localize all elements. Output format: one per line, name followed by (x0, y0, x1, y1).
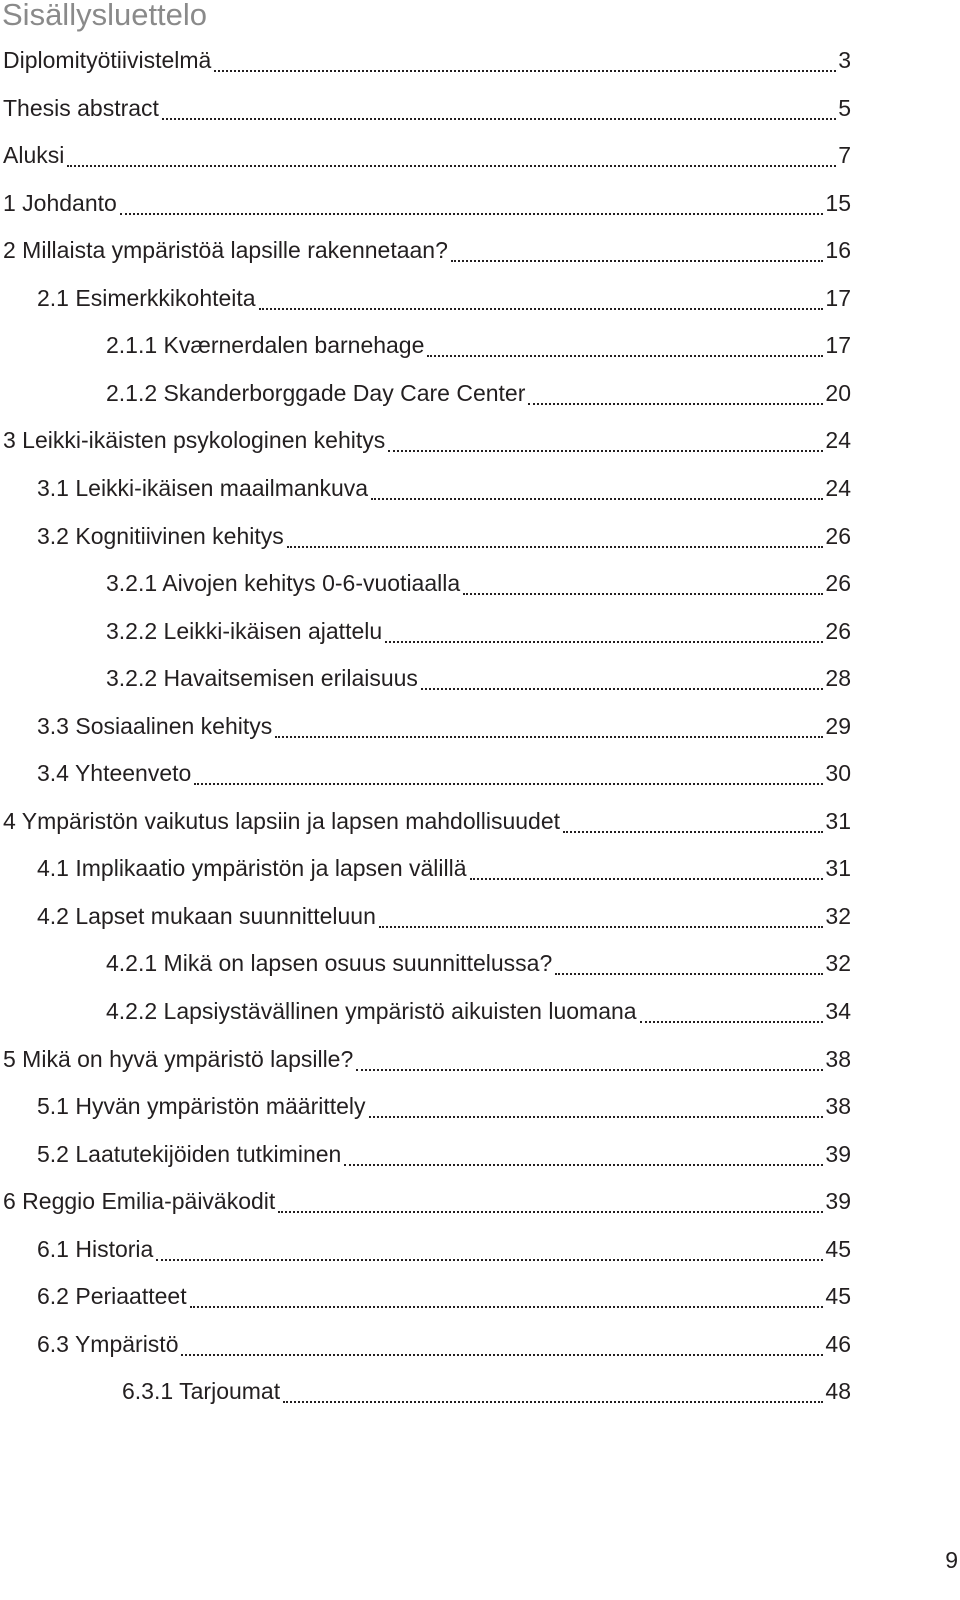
dot-leader (344, 1164, 823, 1166)
dot-leader (451, 260, 824, 262)
toc-entry-page: 28 (825, 665, 851, 692)
dot-leader (379, 926, 824, 928)
toc-entry-page: 15 (825, 189, 851, 216)
toc-entry-label: 2.1 Esimerkkikohteita (37, 284, 256, 311)
toc-entry[interactable] (0, 183, 851, 223)
dot-leader (563, 831, 823, 833)
dot-leader (371, 498, 823, 500)
dot-leader (287, 546, 824, 548)
toc-entry-page: 26 (825, 570, 851, 597)
toc-entry-label: 5.1 Hyvän ympäristön määrittely (37, 1093, 366, 1120)
toc-entry-page: 32 (825, 902, 851, 929)
toc-entry-label: 4.2.2 Lapsiystävällinen ympäristö aikuisten luomana (106, 998, 637, 1024)
dot-leader (120, 213, 824, 215)
toc-entry[interactable] (0, 563, 851, 603)
toc-entry[interactable] (0, 1039, 851, 1079)
dot-leader (356, 1069, 823, 1071)
toc-entry[interactable] (0, 706, 851, 746)
toc-entry-label: 3.1 Leikki-ikäisen maailmankuva (37, 474, 369, 501)
toc-entry-page: 34 (825, 998, 851, 1024)
dot-leader (162, 118, 836, 120)
toc-entry-page: 3 (838, 47, 851, 73)
toc-entry-label: 3.3 Sosiaalinen kehitys (37, 712, 273, 739)
toc-entry-page: 39 (825, 1188, 851, 1215)
toc-entry-page: 48 (825, 1378, 851, 1405)
toc-entry-label: 5.2 Laatutekijöiden tutkiminen (37, 1140, 342, 1167)
toc-entry-label: 6.2 Periaatteet (37, 1283, 187, 1310)
dot-leader (555, 973, 823, 975)
toc-entry-page: 26 (825, 522, 851, 549)
dot-leader (470, 878, 824, 880)
toc-entry-page: 38 (825, 1045, 851, 1072)
toc-entry-label: Aluksi (3, 142, 65, 169)
toc-entry-label: 4.1 Implikaatio ympäristön ja lapsen välillä (37, 855, 467, 882)
toc-entry[interactable] (0, 325, 851, 365)
toc-entry-label: 6.3 Ympäristö (37, 1330, 179, 1357)
toc-entry-page: 17 (825, 284, 851, 311)
dot-leader (463, 593, 823, 595)
toc-entry-page: 31 (825, 855, 851, 882)
toc-entry-page: 16 (825, 237, 851, 264)
toc-entry[interactable] (0, 516, 851, 556)
toc-entry[interactable] (0, 1324, 851, 1364)
toc-entry[interactable] (0, 468, 851, 508)
toc-entry-page: 7 (838, 142, 851, 169)
toc-entry[interactable] (0, 1181, 851, 1221)
toc-entry-label: 4.2.1 Mikä on lapsen osuus suunnittelussa? (106, 950, 553, 977)
dot-leader (369, 1116, 824, 1118)
toc-entry-page: 39 (825, 1140, 851, 1167)
dot-leader (283, 1401, 823, 1403)
toc-entry[interactable] (0, 1134, 851, 1174)
dot-leader (421, 688, 823, 690)
dot-leader (156, 1259, 823, 1261)
toc-entry-label: 6 Reggio Emilia-päiväkodit (3, 1188, 276, 1215)
toc-entry[interactable] (0, 991, 851, 1031)
toc-entry-label: 5 Mikä on hyvä ympäristö lapsille? (3, 1045, 354, 1072)
toc-entry-page: 46 (825, 1330, 851, 1357)
toc-entry[interactable] (0, 278, 851, 318)
toc-entry-page: 24 (825, 427, 851, 454)
toc-entry-page: 20 (825, 379, 851, 406)
toc-entry-page: 38 (825, 1093, 851, 1120)
toc-entry[interactable] (0, 230, 851, 270)
toc-entry[interactable] (0, 943, 851, 983)
toc-entry-page: 26 (825, 617, 851, 644)
toc-entry[interactable] (0, 373, 851, 413)
toc-entry[interactable] (0, 1371, 851, 1411)
toc-entry[interactable] (0, 40, 851, 80)
toc-entry[interactable] (0, 848, 851, 888)
toc-entry-label: 2 Millaista ympäristöä lapsille rakennetaan? (3, 237, 448, 264)
toc-entry-label: 3.2.1 Aivojen kehitys 0-6-vuotiaalla (106, 570, 461, 597)
toc-entry[interactable] (0, 88, 851, 128)
toc-entry-page: 30 (825, 760, 851, 787)
toc-entry-label: 3.4 Yhteenveto (37, 760, 192, 787)
toc-entry-label: 2.1.1 Kværnerdalen barnehage (106, 332, 425, 359)
toc-entry-label: 3 Leikki-ikäisten psykologinen kehitys (3, 427, 386, 454)
toc-entry-label: 3.2 Kognitiivinen kehitys (37, 522, 284, 549)
toc-entry-label: 4 Ympäristön vaikutus lapsiin ja lapsen mahdollisuudet (3, 807, 561, 834)
page-title: Sisällysluettelo (2, 0, 208, 32)
toc-entry-label: 2.1.2 Skanderborggade Day Care Center (106, 379, 526, 406)
dot-leader (275, 736, 823, 738)
toc-entry-label: Thesis abstract (3, 94, 159, 121)
toc-entry-label: 3.2.2 Havaitsemisen erilaisuus (106, 665, 418, 692)
dot-leader (194, 783, 823, 785)
toc-entry-page: 17 (825, 332, 851, 359)
dot-leader (427, 355, 823, 357)
dot-leader (67, 165, 836, 167)
dot-leader (528, 403, 823, 405)
toc-entry-page: 29 (825, 712, 851, 739)
dot-leader (388, 450, 823, 452)
toc-entry[interactable] (0, 1276, 851, 1316)
toc-entry[interactable] (0, 1086, 851, 1126)
toc-entry[interactable] (0, 611, 851, 651)
dot-leader (181, 1354, 823, 1356)
toc-entry[interactable] (0, 1229, 851, 1269)
page-number: 9 (945, 1547, 958, 1573)
dot-leader (278, 1211, 823, 1213)
dot-leader (214, 70, 836, 72)
dot-leader (259, 308, 824, 310)
toc-entry[interactable] (0, 896, 851, 936)
toc-entry[interactable] (0, 135, 851, 175)
toc-entry-label: 3.2.2 Leikki-ikäisen ajattelu (106, 617, 383, 644)
toc-entry[interactable] (0, 753, 851, 793)
toc-entry-label: 1 Johdanto (3, 189, 117, 216)
toc-entry-page: 45 (825, 1235, 851, 1262)
toc-entry-label: Diplomityötiivistelmä (3, 47, 212, 73)
toc-entry[interactable] (0, 801, 851, 841)
toc-entry-label: 4.2 Lapset mukaan suunnitteluun (37, 902, 376, 929)
toc-entry-label: 6.1 Historia (37, 1235, 154, 1262)
toc-entry[interactable] (0, 658, 851, 698)
toc-entry-page: 32 (825, 950, 851, 977)
toc-entry-page: 24 (825, 474, 851, 501)
toc-entry-page: 5 (838, 94, 851, 121)
toc-entry-label: 6.3.1 Tarjoumat (122, 1378, 281, 1405)
dot-leader (190, 1306, 824, 1308)
toc-entry-page: 45 (825, 1283, 851, 1310)
dot-leader (640, 1021, 824, 1023)
toc-entry-page: 31 (825, 807, 851, 834)
toc-entry[interactable] (0, 420, 851, 460)
dot-leader (385, 641, 823, 643)
